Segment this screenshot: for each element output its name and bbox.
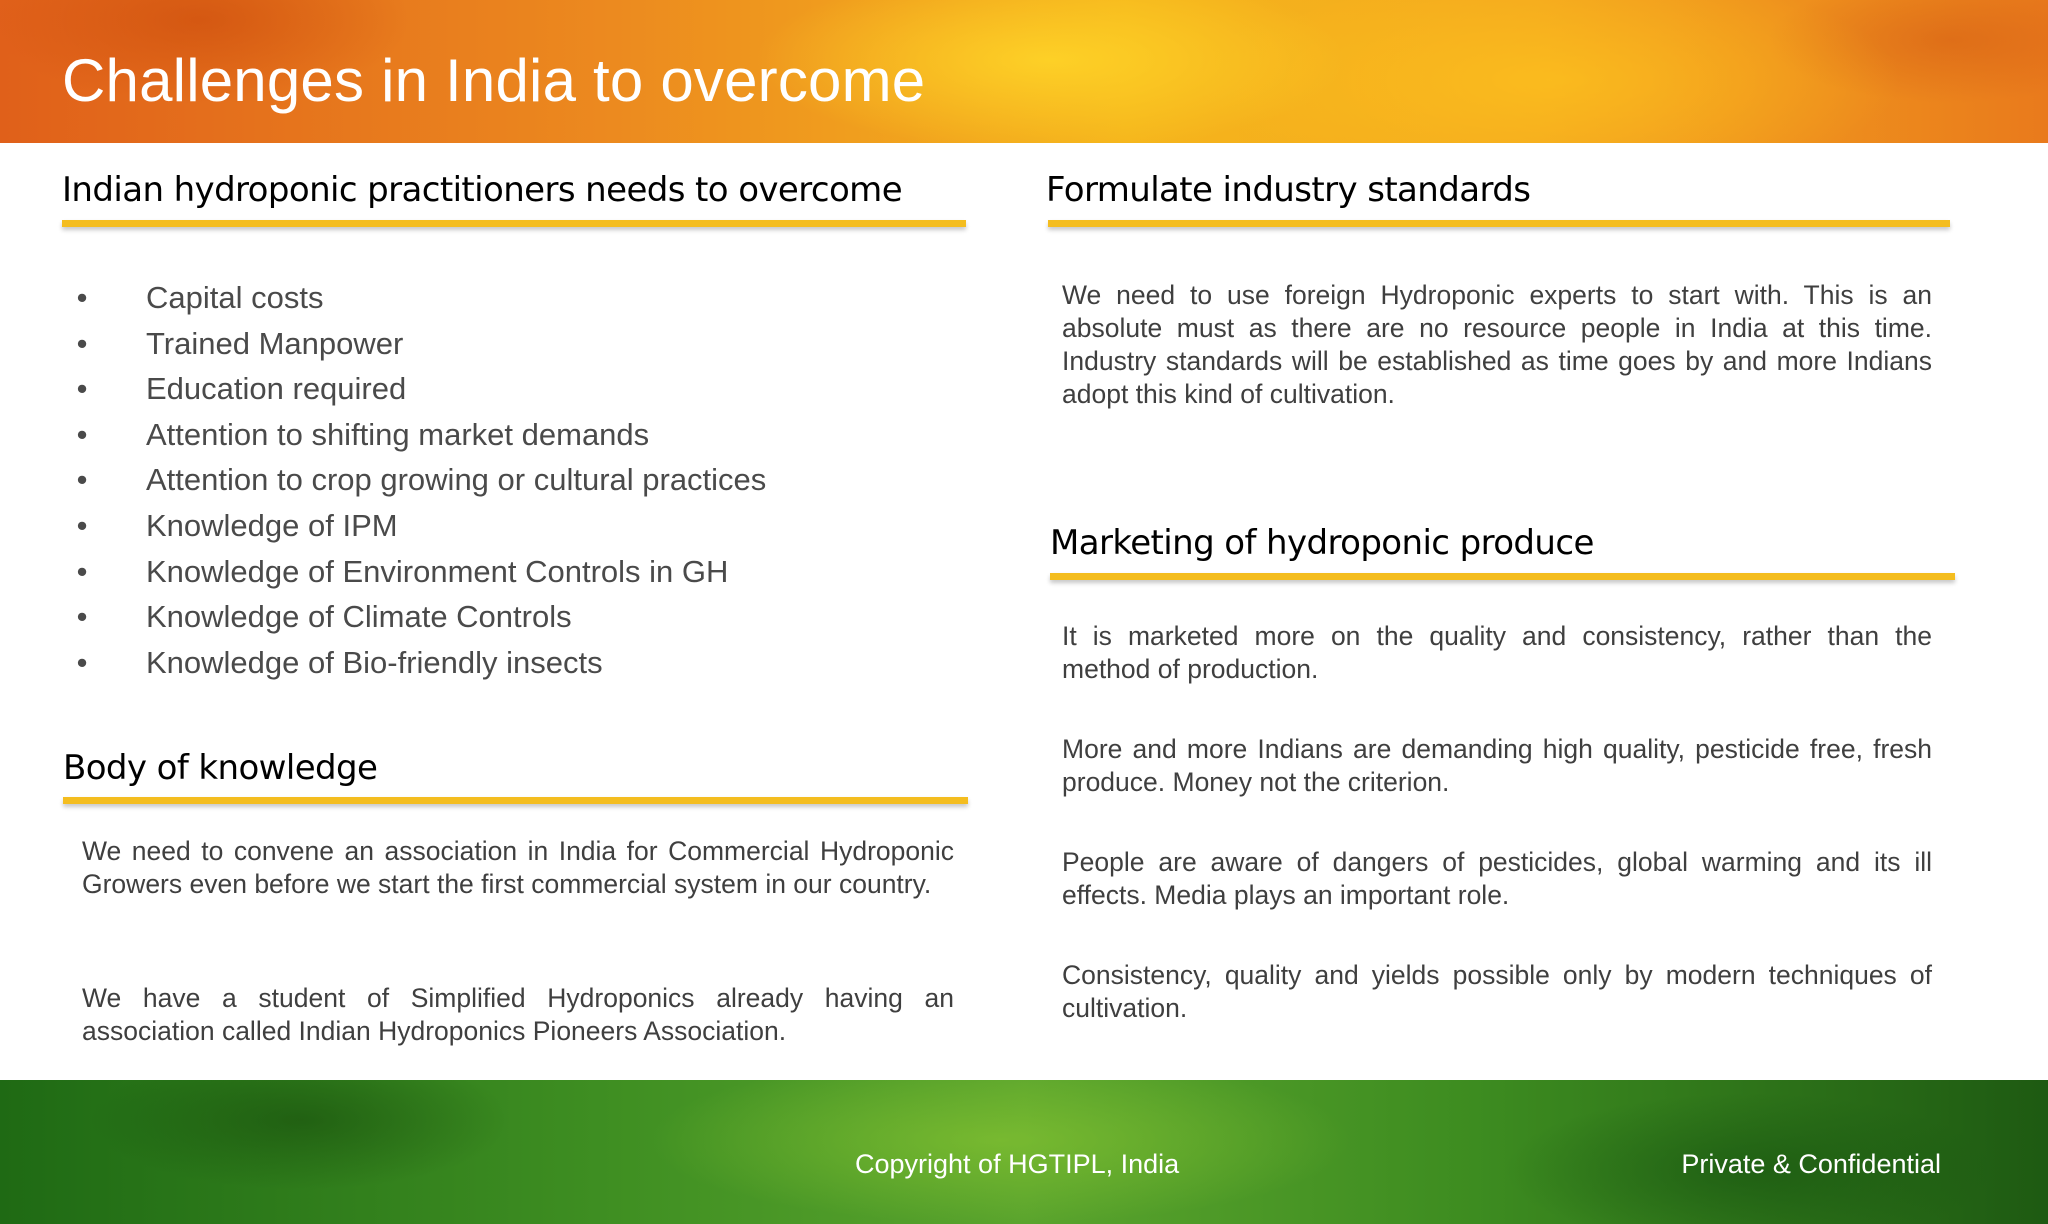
marketing-paragraph: It is marketed more on the quality and consistency, rather than the method of production. xyxy=(1062,621,1932,684)
bullet-icon: • xyxy=(76,644,88,680)
bullet-icon: • xyxy=(76,371,88,407)
marketing-paragraph: Consistency, quality and yields possible only by modern techniques of cultivation. xyxy=(1062,960,1932,1023)
body-of-knowledge-heading: Body of knowledge xyxy=(63,748,378,788)
bullet-icon: • xyxy=(76,325,88,361)
list-item-text: Attention to crop growing or cultural practices xyxy=(146,462,767,498)
practitioners-list xyxy=(72,275,766,685)
bullet-icon: • xyxy=(76,280,88,315)
body-of-knowledge-heading-rule xyxy=(63,797,968,804)
footer-copyright: Copyright of HGTIPL, India xyxy=(855,1149,1180,1179)
bullet-icon: • xyxy=(76,599,88,635)
bullet-icon: • xyxy=(76,553,88,589)
industry-standards-heading: Formulate industry standards xyxy=(1046,170,1531,210)
bullet-icon: • xyxy=(76,462,88,498)
list-item-text: Knowledge of Climate Controls xyxy=(146,599,572,635)
industry-standards-heading-rule xyxy=(1048,220,1950,227)
marketing-heading-rule xyxy=(1050,573,1955,580)
practitioners-heading-rule xyxy=(62,220,966,227)
list-item-text: Knowledge of Bio-friendly insects xyxy=(146,644,603,680)
list-item-text: Knowledge of IPM xyxy=(146,507,398,543)
body-of-knowledge-paragraph: We have a student of Simplified Hydroponics already having an association called Indian Hydroponics Pioneers Association. xyxy=(82,983,954,1046)
list-item xyxy=(72,275,766,321)
list-item xyxy=(72,594,766,640)
list-item xyxy=(72,640,766,686)
header-banner xyxy=(0,0,2048,143)
list-item xyxy=(72,366,766,412)
footer-confidential: Private & Confidential xyxy=(1681,1149,1941,1179)
list-item-text: Attention to shifting market demands xyxy=(146,416,650,452)
body-of-knowledge-paragraph: We need to convene an association in India for Commercial Hydroponic Growers even before we start the first commercial system in our country. xyxy=(82,836,954,899)
bullet-icon: • xyxy=(76,416,88,452)
list-item xyxy=(72,412,766,458)
list-item xyxy=(72,457,766,503)
marketing-paragraph: People are aware of dangers of pesticides, global warming and its ill effects. Media plays an important role. xyxy=(1062,847,1932,910)
list-item-text: Education required xyxy=(146,371,407,407)
marketing-paragraph: More and more Indians are demanding high quality, pesticide free, fresh produce. Money not the criterion. xyxy=(1062,734,1932,797)
industry-standards-paragraph: We need to use foreign Hydroponic experts to start with. This is an absolute must as there are no resource people in India at this time. Industry standards will be established as time goes by and more Indians adopt this kind of cultivation. xyxy=(1062,280,1932,409)
list-item-text: Capital costs xyxy=(146,280,324,315)
footer-banner xyxy=(0,1080,2048,1224)
list-item xyxy=(72,549,766,595)
bullet-icon: • xyxy=(76,507,88,543)
list-item xyxy=(72,503,766,549)
marketing-heading: Marketing of hydroponic produce xyxy=(1050,523,1594,563)
list-item xyxy=(72,321,766,367)
page-title: Challenges in India to overcome xyxy=(62,47,926,114)
practitioners-heading: Indian hydroponic practitioners needs to overcome xyxy=(62,170,903,210)
list-item-text: Knowledge of Environment Controls in GH xyxy=(146,553,729,589)
list-item-text: Trained Manpower xyxy=(146,325,404,361)
